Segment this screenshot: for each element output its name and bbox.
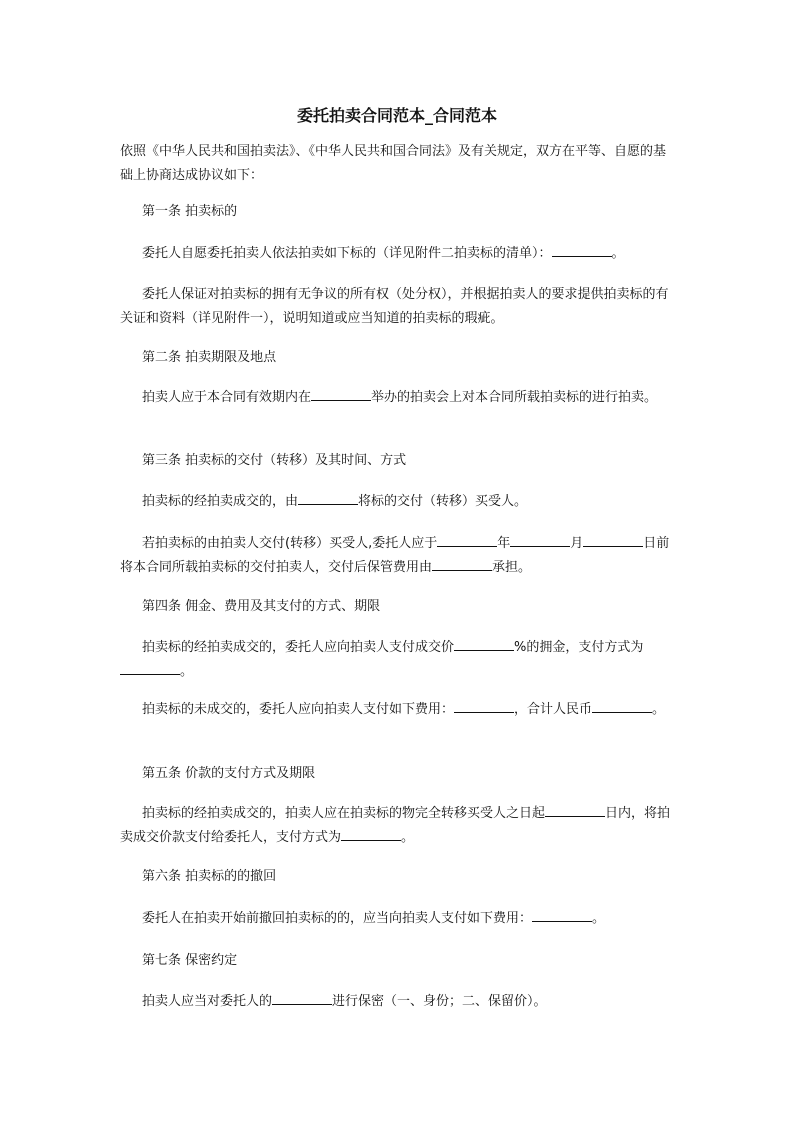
fill-blank[interactable] xyxy=(272,991,332,1005)
fill-blank[interactable] xyxy=(545,803,605,817)
fill-blank[interactable] xyxy=(432,557,492,571)
article-7-paragraph-1: 拍卖人应当对委托人的 进行保密（一、身份；二、保留价）。 xyxy=(120,990,676,1014)
article-5-paragraph-1: 拍卖标的经拍卖成交的，拍卖人应在拍卖标的物完全转移买受人之日起 日内，将拍卖成交价款支付给委托人，支付方式为 。 xyxy=(120,802,676,850)
fill-blank[interactable] xyxy=(120,661,180,675)
fill-blank[interactable] xyxy=(298,491,358,505)
article-3-paragraph-1: 拍卖标的经拍卖成交的，由 将标的交付（转移）买受人。 xyxy=(120,490,676,514)
fill-blank[interactable] xyxy=(454,637,514,651)
article-1-paragraph-1: 委托人自愿委托拍卖人依法拍卖如下标的（详见附件二拍卖标的清单）： 。 xyxy=(120,242,676,266)
fill-blank[interactable] xyxy=(592,699,652,713)
article-4-paragraph-1: 拍卖标的经拍卖成交的，委托人应向拍卖人支付成交价 %的拥金，支付方式为。 xyxy=(120,636,676,684)
article-4-heading: 第四条 佣金、费用及其支付的方式、期限 xyxy=(142,599,381,614)
article-3-heading: 第三条 拍卖标的交付（转移）及其时间、方式 xyxy=(142,453,407,468)
fill-blank[interactable] xyxy=(510,533,570,547)
article-6-paragraph-1: 委托人在拍卖开始前撤回拍卖标的的，应当向拍卖人支付如下费用： 。 xyxy=(120,907,676,931)
fill-blank[interactable] xyxy=(454,699,514,713)
article-4-paragraph-2: 拍卖标的未成交的，委托人应向拍卖人支付如下费用： ，合计人民币 。 xyxy=(120,698,676,722)
article-5-heading: 第五条 价款的支付方式及期限 xyxy=(142,766,316,781)
article-3-paragraph-2: 若拍卖标的由拍卖人交付(转移）买受人,委托人应于 年 月 日前将本合同所载拍卖标的交付拍卖人，交付后保管费用由 承担。 xyxy=(120,532,676,580)
fill-blank[interactable] xyxy=(583,533,643,547)
article-2-heading: 第二条 拍卖期限及地点 xyxy=(142,350,277,365)
article-1-paragraph-2: 委托人保证对拍卖标的拥有无争议的所有权（处分权），并根据拍卖人的要求提供拍卖标的有关证和资料（详见附件一），说明知道或应当知道的拍卖标的瑕疵。 xyxy=(120,287,669,326)
fill-blank[interactable] xyxy=(532,908,592,922)
article-6-heading: 第六条 拍卖标的的撤回 xyxy=(142,869,277,884)
article-1-heading: 第一条 拍卖标的 xyxy=(142,204,238,219)
intro-paragraph: 依照《中华人民共和国拍卖法》、《中华人民共和国合同法》及有关规定，双方在平等、自愿的基础上协商达成协议如下： xyxy=(120,144,667,183)
fill-blank[interactable] xyxy=(552,243,612,257)
article-7-heading: 第七条 保密约定 xyxy=(142,953,238,968)
fill-blank[interactable] xyxy=(341,827,401,841)
document-title: 委托拍卖合同范本_合同范本 xyxy=(296,106,497,125)
fill-blank[interactable] xyxy=(437,533,497,547)
article-2-paragraph-1: 拍卖人应于本合同有效期内在 举办的拍卖会上对本合同所载拍卖标的进行拍卖。 xyxy=(120,386,676,410)
fill-blank[interactable] xyxy=(311,387,371,401)
